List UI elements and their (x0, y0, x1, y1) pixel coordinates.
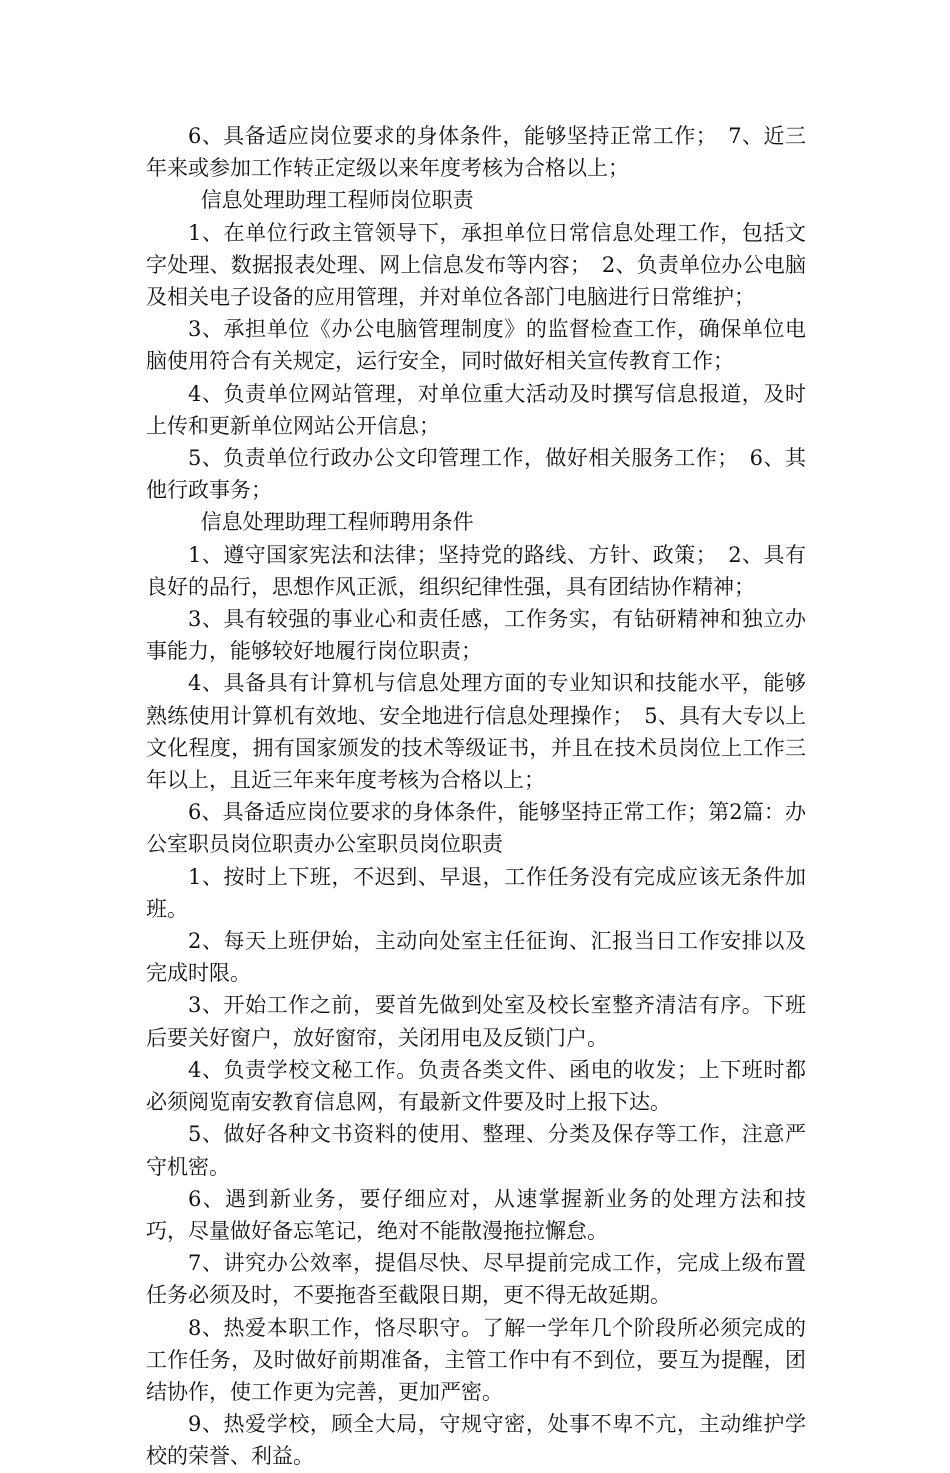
paragraph-duty-1-2: 1、在单位行政主管领导下，承担单位日常信息处理工作，包括文字处理、数据报表处理、网上信息发布等内容； 2、负责单位办公电脑及相关电子设备的应用管理，并对单位各部门电脑进行日常维护； (146, 220, 806, 310)
paragraph-duty-4: 4、负责单位网站管理，对单位重大活动及时撰写信息报道，及时上传和更新单位网站公开信息； (146, 381, 806, 438)
document-page (146, 120, 806, 1473)
paragraph-requirement-6-7: 6、具备适应岗位要求的身体条件，能够坚持正常工作； 7、近三年来或参加工作转正定级以来年度考核为合格以上； (146, 124, 806, 181)
paragraph-office-duty-6: 6、遇到新业务，要仔细应对，从速掌握新业务的处理方法和技巧，尽量做好备忘笔记，绝对不能散漫拖拉懈怠。 (146, 1186, 806, 1243)
paragraph-office-duty-7: 7、讲究办公效率，提倡尽快、尽早提前完成工作，完成上级布置任务必须及时，不要拖沓至截限日期，更不得无故延期。 (146, 1251, 806, 1308)
paragraph-condition-3: 3、具有较强的事业心和责任感，工作务实，有钻研精神和独立办事能力，能够较好地履行岗位职责； (146, 607, 806, 664)
paragraph-condition-6-chapter-2: 6、具备适应岗位要求的身体条件，能够坚持正常工作；第2篇：办公室职员岗位职责办公室职员岗位职责 (146, 800, 806, 857)
paragraph-office-duty-5: 5、做好各种文书资料的使用、整理、分类及保存等工作，注意严守机密。 (146, 1122, 806, 1179)
paragraph-office-duty-3: 3、开始工作之前，要首先做到处室及校长室整齐清洁有序。下班后要关好窗户，放好窗帘，关闭用电及反锁门户。 (146, 993, 806, 1050)
paragraph-duty-5-6: 5、负责单位行政办公文印管理工作，做好相关服务工作； 6、其他行政事务； (146, 446, 806, 503)
paragraph-condition-4-5: 4、具备具有计算机与信息处理方面的专业知识和技能水平，能够熟练使用计算机有效地、安全地进行信息处理操作； 5、具有大专以上文化程度，拥有国家颁发的技术等级证书，并且在技术员岗位上工作三年以上，且近三年来年度考核为合格以上； (146, 671, 806, 793)
paragraph-office-duty-1: 1、按时上下班，不迟到、早退，工作任务没有完成应该无条件加班。 (146, 864, 806, 921)
section-heading-conditions: 信息处理助理工程师聘用条件 (200, 510, 474, 535)
paragraph-duty-3: 3、承担单位《办公电脑管理制度》的监督检查工作，确保单位电脑使用符合有关规定，运行安全，同时做好相关宣传教育工作； (146, 317, 806, 374)
section-heading-duties: 信息处理助理工程师岗位职责 (200, 188, 474, 213)
paragraph-office-duty-9: 9、热爱学校，顾全大局，守规守密，处事不卑不亢，主动维护学校的荣誉、利益。 (146, 1412, 806, 1469)
paragraph-office-duty-8: 8、热爱本职工作，恪尽职守。了解一学年几个阶段所必须完成的工作任务，及时做好前期准备，主管工作中有不到位，要互为提醒，团结协作，使工作更为完善，更加严密。 (146, 1315, 806, 1404)
paragraph-condition-1-2: 1、遵守国家宪法和法律；坚持党的路线、方针、政策； 2、具有良好的品行，思想作风正派，组织纪律性强，具有团结协作精神； (146, 542, 806, 599)
paragraph-office-duty-4: 4、负责学校文秘工作。负责各类文件、函电的收发；上下班时都必须阅览南安教育信息网，有最新文件要及时上报下达。 (146, 1057, 806, 1115)
paragraph-office-duty-2: 2、每天上班伊始，主动向处室主任征询、汇报当日工作安排以及完成时限。 (146, 929, 806, 986)
